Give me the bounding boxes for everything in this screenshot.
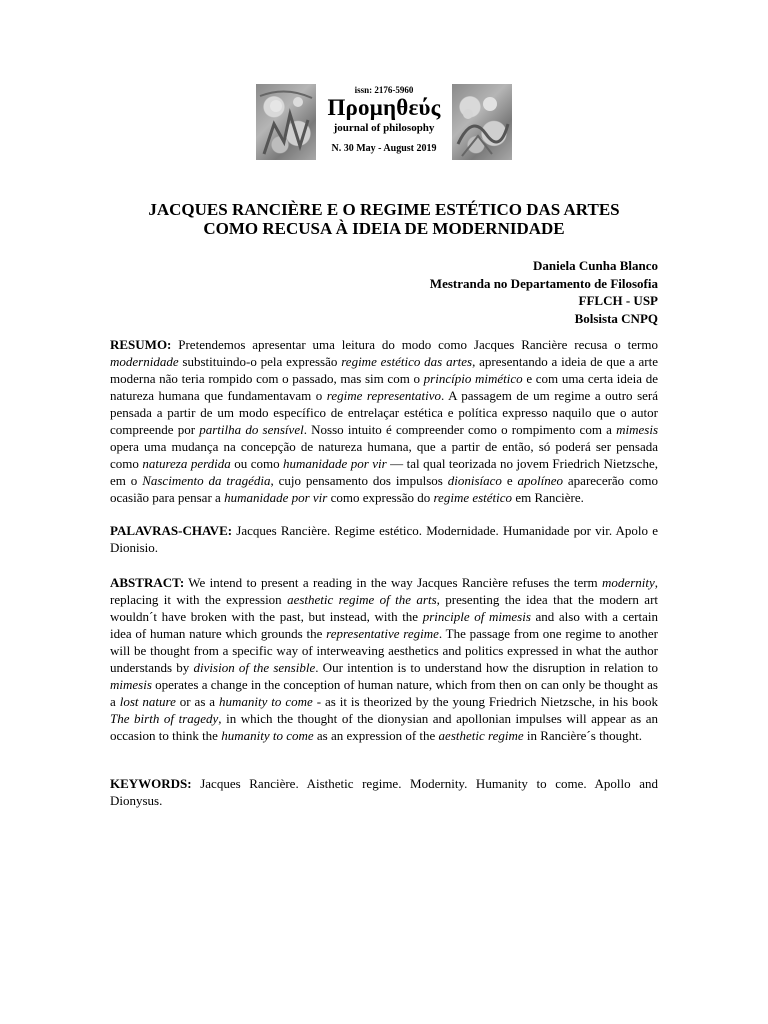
palavras-chave-text: Jacques Rancière. Regime estético. Modernidade. Humanidade por vir. Apolo e Dionisio. <box>110 523 658 555</box>
right-relief-image <box>452 84 512 160</box>
resumo-text: opera uma mudança na concepção de natureza humana, que a partir de então, só poderá ser pensada como <box>110 439 658 471</box>
left-relief-image <box>256 84 316 160</box>
resumo-text: , apresentando a ideia de que a arte moderna não teria rompido com o passado, mas sim com o <box>110 354 658 386</box>
abstract-paragraph <box>110 574 658 744</box>
abstract-text: We intend to present a reading in the way Jacques Rancière refuses the term <box>184 575 603 590</box>
abstract-italic: humanity to come <box>221 728 314 743</box>
abstract-text: , in which the thought of the dionysian and apollonian impulses will appear as an occasion to think the <box>110 711 658 743</box>
abstract-italic: representative regime <box>326 626 439 641</box>
abstract-italic: mimesis <box>110 677 152 692</box>
abstract-italic: aesthetic regime of the arts <box>287 592 437 607</box>
abstract-italic: humanity to come <box>219 694 313 709</box>
resumo-text: e com uma certa ideia de natureza humana que fundamentavam o <box>110 371 658 403</box>
keywords-text: Jacques Rancière. Aisthetic regime. Modernity. Humanity to come. Apollo and Dionysus. <box>110 776 658 808</box>
resumo-italic: Nascimento da tragédia <box>142 473 271 488</box>
resumo-text: Pretendemos apresentar uma leitura do modo como Jacques Rancière recusa o termo <box>171 337 658 352</box>
abstract-italic: The birth of tragedy <box>110 711 219 726</box>
paper-title <box>110 200 658 238</box>
abstract-text: in Rancière´s thought. <box>523 728 643 743</box>
abstract-text: , presenting the idea that the modern art wouldn´t have broken with the past, but instead, with the <box>110 592 659 624</box>
title-line-1: JACQUES RANCIÈRE E O REGIME ESTÉTICO DAS ARTES <box>148 200 620 219</box>
masthead-text <box>316 84 452 160</box>
author-position: Mestranda no Departamento de Filosofia <box>429 275 658 291</box>
relief-figures-left <box>256 84 316 160</box>
resumo-text: , cujo pensamento dos impulsos <box>270 473 448 488</box>
abstract-text: operates a change in the conception of human nature, which from then on can only be thought as a <box>110 677 658 709</box>
resumo-italic: natureza perdida <box>142 456 231 471</box>
abstract-text: . Our intention is to understand how the disruption in relation to <box>315 660 658 675</box>
abstract-text: - as it is theorized by the young Friedrich Nietzsche, in his book <box>312 694 659 709</box>
abstract-text: and also with a certain idea of human nature which grounds the <box>110 609 658 641</box>
journal-subtitle: journal of philosophy <box>333 122 435 134</box>
abstract-text: , replacing it with the expression <box>110 575 658 607</box>
issue-info: N. 30 May - August 2019 <box>331 143 437 154</box>
resumo-text: . A passagem de um regime a outro será pensada a partir de um modo específico de entrelaçar estética e política expresso naquilo que o autor compreende por <box>110 388 659 437</box>
resumo-italic: mimesis <box>616 422 658 437</box>
resumo-italic: partilha do sensível <box>199 422 304 437</box>
abstract-text: as an expression of the <box>313 728 439 743</box>
resumo-italic: modernidade <box>110 354 179 369</box>
palavras-chave-label: PALAVRAS-CHAVE: <box>110 523 233 538</box>
resumo-italic: regime estético das artes <box>341 354 473 369</box>
author-block <box>430 257 658 327</box>
resumo-text: ou como <box>230 456 284 471</box>
resumo-italic: dionisíaco <box>447 473 502 488</box>
resumo-italic: humanidade por vir <box>224 490 328 505</box>
keywords-paragraph <box>110 775 658 809</box>
title-line-2: COMO RECUSA À IDEIA DE MODERNIDADE <box>203 219 565 238</box>
resumo-label: RESUMO: <box>110 337 172 352</box>
abstract-text: or as a <box>175 694 219 709</box>
resumo-italic: regime representativo <box>326 388 442 403</box>
resumo-text: substituindo-o pela expressão <box>178 354 342 369</box>
journal-name: Προμηθεύς <box>327 95 441 120</box>
resumo-text: — tal qual teorizada no jovem Friedrich Nietzsche, em o <box>110 456 658 488</box>
abstract-label: ABSTRACT: <box>110 575 185 590</box>
keywords-label: KEYWORDS: <box>110 776 192 791</box>
resumo-text: e <box>501 473 518 488</box>
resumo-text: como expressão do <box>327 490 434 505</box>
resumo-italic: apolíneo <box>517 473 563 488</box>
abstract-text: . The passage from one regime to another will be thought from a specific way of interweaving aesthetics and politics expressed in what the author understands by <box>110 626 658 675</box>
abstract-italic: aesthetic regime <box>438 728 524 743</box>
abstract-italic: principle of mimesis <box>422 609 531 624</box>
resumo-italic: princípio mimético <box>423 371 523 386</box>
author-institution: FFLCH - USP <box>578 293 658 308</box>
abstract-italic: modernity <box>602 575 655 590</box>
relief-figures-right <box>452 84 512 160</box>
author-name: Daniela Cunha Blanco <box>533 258 658 273</box>
resumo-paragraph <box>110 336 658 506</box>
journal-masthead <box>256 84 512 160</box>
abstract-italic: division of the sensible <box>193 660 316 675</box>
resumo-italic: humanidade por vir <box>283 456 387 471</box>
resumo-text: . Nosso intuito é compreender como o rompimento com a <box>303 422 617 437</box>
resumo-text: em Rancière. <box>512 490 584 505</box>
palavras-chave-paragraph <box>110 522 658 556</box>
issn-number: issn: 2176-5960 <box>354 85 414 95</box>
resumo-italic: regime estético <box>433 490 513 505</box>
abstract-italic: lost nature <box>119 694 176 709</box>
author-funding: Bolsista CNPQ <box>574 310 658 326</box>
resumo-text: aparecerão como ocasião para pensar a <box>110 473 658 505</box>
